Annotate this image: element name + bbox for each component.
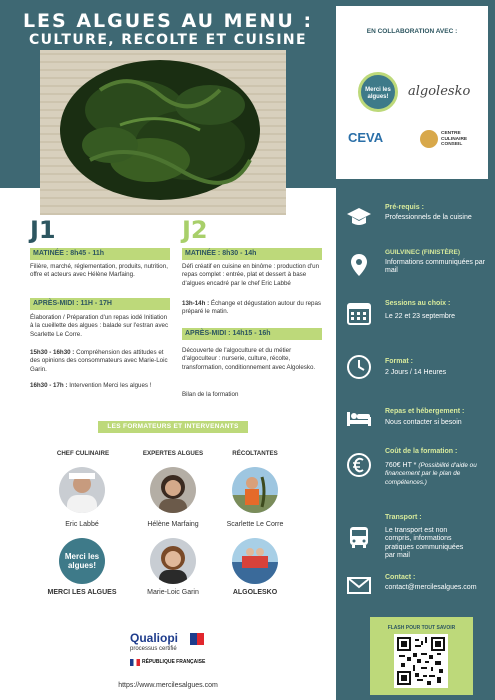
envelope-icon [346, 572, 372, 598]
republique-flag [130, 659, 140, 666]
avatar-merci-les-algues [59, 538, 105, 584]
prereq-label: Pré-requis : [385, 204, 424, 211]
name-scarlette-le-corre: Scarlette Le Corre [226, 521, 284, 528]
avatar-eric-labbe [59, 467, 105, 513]
sidebar-prereq [346, 200, 491, 240]
avatar-marie-loic-garin [150, 538, 196, 584]
day2-afternoon-text: Découverte de l'algoculture et du métier d'algoculteur : nurserie, culture, récolte, transformation, conditionnement avec Algolesko. [182, 347, 316, 371]
name-merci-les-algues: MERCI LES ALGUES [47, 589, 117, 596]
page-title: LES ALGUES AU MENU : [22, 10, 314, 32]
day2-morning-bar: MATINÉE : 8h30 - 14h [182, 248, 322, 260]
meals-value: Nous contacter si besoin [385, 419, 462, 426]
sidebar-meals [346, 402, 491, 436]
location-value: Informations communiquées par mail [385, 259, 485, 275]
day2-label: J2 [182, 216, 208, 244]
day1-label: J1 [30, 216, 56, 244]
trainers-title: LES FORMATEURS ET INTERVENANTS [98, 421, 248, 433]
contact-value[interactable]: contact@mercilesalgues.com [385, 584, 477, 591]
cost-note: (Possibilité d'aide ou financement par le plan de compétences.) [385, 462, 477, 486]
merci-logo-text: Merci les algues! [365, 87, 391, 100]
day1-slot2 [30, 382, 170, 390]
cost-value-block [385, 462, 493, 487]
qr-title: FLASH POUR TOUT SAVOIR [387, 625, 456, 631]
algolesko-logo-text: algolesko [408, 84, 471, 99]
day1-slot1-time: 15h30 - 16h30 : [30, 349, 75, 356]
map-pin-icon [346, 252, 372, 278]
prereq-value: Professionnels de la cuisine [385, 214, 472, 221]
calendar-icon [346, 300, 372, 326]
cost-value: 760€ HT * [385, 462, 417, 469]
page-subtitle: CULTURE, RECOLTE ET CUISINE [28, 32, 308, 48]
centre-culinaire-text: CENTRE CULINAIRE CONSEIL [441, 131, 468, 147]
sidebar-transport [346, 514, 491, 564]
sidebar-location [346, 246, 491, 286]
category-experts: EXPERTES ALGUES [142, 450, 204, 457]
sessions-label: Sessions au choix : [385, 300, 451, 307]
category-chef: CHEF CULINAIRE [56, 450, 110, 457]
contact-label: Contact : [385, 574, 416, 581]
centre-culinaire-logo [420, 128, 478, 150]
day1-slot2-time: 16h30 - 17h : [30, 382, 68, 389]
sidebar-cost [346, 448, 491, 498]
clock-icon [346, 354, 372, 380]
merci-les-algues-logo [358, 72, 398, 112]
category-harvesters: RÉCOLTANTES [232, 450, 278, 457]
qr-code[interactable] [394, 634, 448, 688]
sidebar-format [346, 352, 491, 386]
format-value: 2 Jours / 14 Heures [385, 369, 447, 376]
day2-closing: Bilan de la formation [182, 391, 239, 398]
avatar-algolesko [232, 538, 278, 584]
day1-morning-text: Filière, marché, réglementation, produits, nutrition, offre et acteurs avec Hélène Marfaing. [30, 263, 168, 279]
bus-icon [346, 524, 372, 550]
euro-icon [346, 452, 372, 478]
collab-title: EN COLLABORATION AVEC : [366, 28, 458, 35]
format-label: Format : [385, 358, 413, 365]
day2-slot-time: 13h-14h : [182, 300, 210, 307]
location-label: GUILVINEC (FINISTÈRE) [385, 249, 460, 256]
sidebar-contact [346, 570, 491, 600]
name-helene-marfaing: Hélène Marfaing [147, 521, 199, 528]
seaweed-photo [40, 50, 286, 215]
algolesko-logo [408, 84, 470, 99]
avatar-scarlette-le-corre [232, 467, 278, 513]
qualiopi-emblem [190, 633, 204, 645]
qr-section [370, 617, 473, 695]
day2-afternoon-bar: APRÈS-MIDI : 14h15 - 16h [182, 328, 322, 340]
day1-afternoon-bar: APRÈS-MIDI : 11H - 17H [30, 298, 170, 310]
day1-slot1-text: Compréhension des attitudes et des opinions des consommateurs avec Marie-Loic Garin. [30, 349, 168, 373]
day1-slot2-text: Intervention Merci les algues ! [69, 382, 152, 389]
collaboration-box [336, 6, 488, 179]
bed-icon [346, 404, 372, 430]
name-eric-labbe: Eric Labbé [65, 521, 99, 528]
graduation-cap-icon [346, 204, 372, 230]
avatar-helene-marfaing [150, 467, 196, 513]
day1-slot1 [30, 349, 170, 374]
website-url[interactable]: https://www.mercilesalgues.com [118, 682, 218, 689]
day2-slot [182, 300, 322, 317]
republique-francaise: RÉPUBLIQUE FRANÇAISE [142, 659, 206, 665]
centre-culinaire-emblem [420, 130, 438, 148]
name-algolesko: ALGOLESKO [232, 589, 278, 596]
qualiopi-subtitle: processus certifié [130, 646, 177, 652]
merci-avatar-logo-text: Merci les algues! [64, 552, 100, 570]
qualiopi-name: Qualiopi [130, 631, 178, 645]
ceva-logo [348, 130, 383, 145]
page-header [0, 10, 336, 49]
cost-label: Coût de la formation : [385, 448, 458, 455]
day1-afternoon-text: Élaboration / Préparation d'un repas iodé Initiation à la cueillette des algues : balade sur l'estran avec Scarlette Le Corre. [30, 314, 169, 338]
sessions-value: Le 22 et 23 septembre [385, 313, 456, 320]
name-marie-loic-garin: Marie-Loic Garin [147, 589, 199, 596]
ceva-logo-text: CEVA [348, 130, 384, 145]
transport-value: Le transport est non compris, informations pratiques communiquées par mail [385, 527, 464, 559]
day2-slot-text: Échange et dégustation autour du repas préparé le matin. [182, 300, 321, 316]
day1-morning-bar: MATINÉE : 8h45 - 11h [30, 248, 170, 260]
day2-morning-text: Défi créatif en cuisine en binôme : production d'un repas complet : entrée, plat et dessert à base d'algues encadré par le chef Eric Labbé [182, 263, 320, 287]
qualiopi-logo [128, 631, 208, 671]
meals-label: Repas et hébergement : [385, 408, 465, 415]
transport-label: Transport : [385, 514, 422, 521]
sidebar-sessions [346, 296, 491, 330]
